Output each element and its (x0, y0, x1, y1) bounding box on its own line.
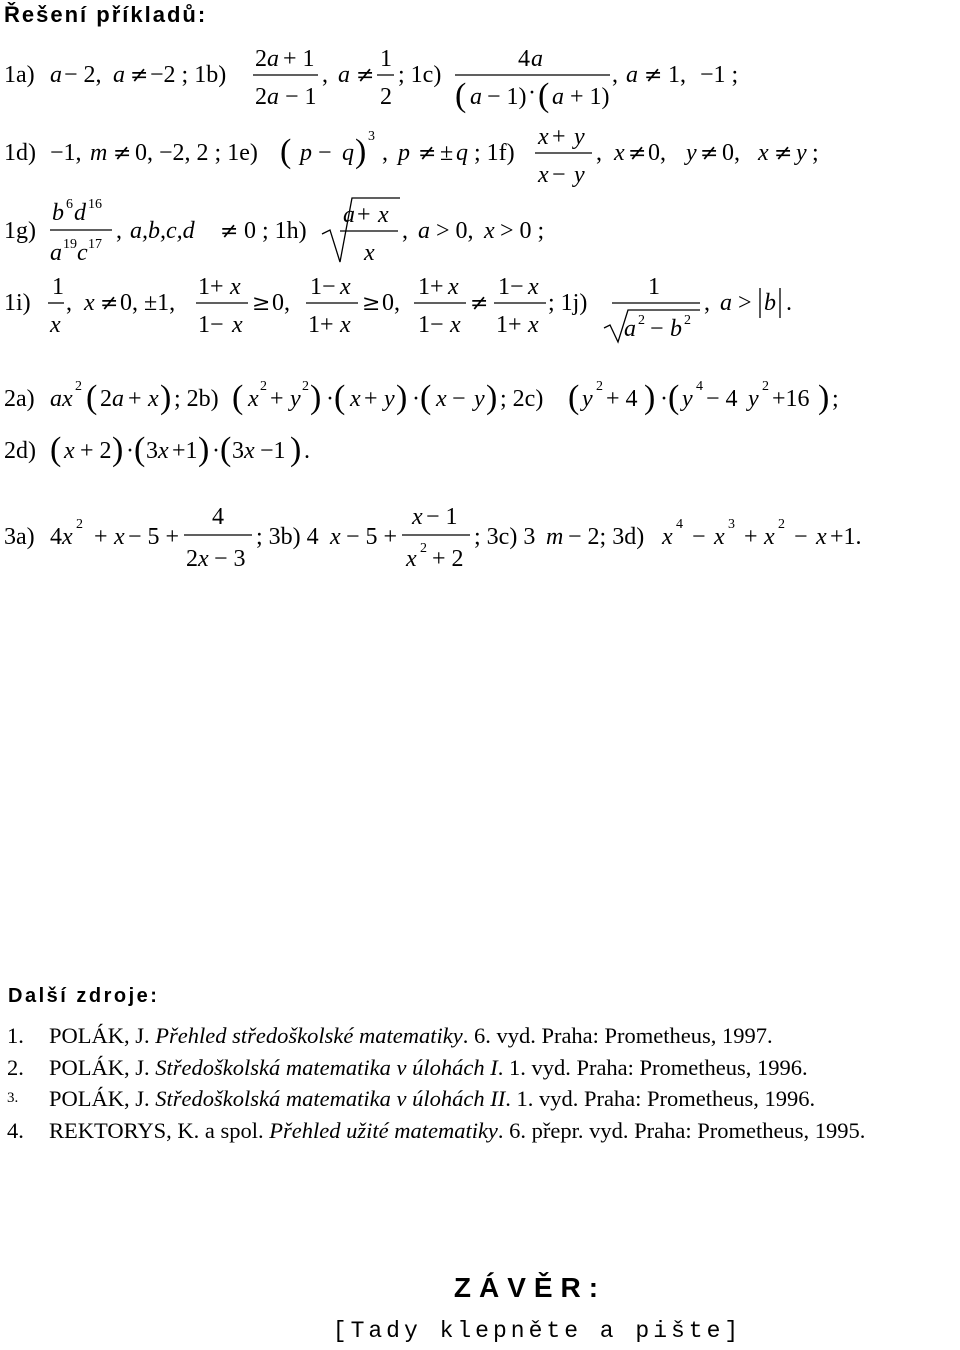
svg-text:1+: 1+ (418, 274, 444, 300)
svg-text:2: 2 (186, 546, 198, 572)
svg-text:±: ± (440, 140, 454, 166)
svg-text:1,: 1, (668, 62, 686, 88)
svg-text:): ) (290, 431, 302, 468)
svg-text:4: 4 (696, 379, 703, 394)
svg-text:2: 2 (778, 517, 785, 532)
svg-text:19: 19 (63, 237, 77, 252)
svg-text:y: y (474, 386, 485, 412)
svg-text:,: , (612, 62, 618, 88)
svg-text:x: x (614, 140, 625, 166)
svg-text:; 1j): ; 1j) (548, 290, 588, 316)
svg-text:): ) (486, 379, 498, 416)
svg-text:x: x (158, 438, 169, 464)
svg-text:+ 2: + 2 (80, 438, 112, 464)
svg-text:x: x (340, 312, 351, 338)
svg-text:+: + (357, 202, 371, 228)
svg-text:(: ( (420, 379, 432, 416)
svg-text:+16: +16 (772, 386, 810, 412)
svg-text:0 ; 1h): 0 ; 1h) (244, 218, 307, 244)
svg-text:): ) (355, 133, 367, 170)
svg-text:(: ( (86, 379, 98, 416)
sources-heading: Další zdroje: (8, 985, 160, 1007)
source-publication: . 6. přepr. vyd. Praha: Prometheus, 1995. (497, 1117, 866, 1143)
svg-text:b: b (764, 290, 776, 316)
svg-text:a: a (112, 386, 124, 412)
svg-text:− 1: − 1 (426, 504, 458, 530)
svg-text:> 0 ;: > 0 ; (500, 218, 545, 244)
svg-text:a: a (470, 84, 482, 110)
svg-text:;: ; (812, 140, 819, 166)
solution-line-2d (0, 426, 960, 496)
svg-text:−1 ;: −1 ; (700, 62, 739, 88)
svg-text:c: c (77, 240, 88, 266)
svg-text:1+: 1+ (308, 312, 334, 338)
source-title: Středoškolská matematika v úlohách I (155, 1054, 498, 1080)
svg-text:a: a (552, 84, 564, 110)
svg-text:+: + (94, 524, 108, 550)
solution-formula-1a-1c (0, 42, 960, 112)
svg-text:·: · (412, 386, 420, 412)
svg-text:+: + (744, 524, 758, 550)
svg-text:2: 2 (260, 379, 267, 394)
svg-text:y: y (290, 386, 301, 412)
svg-text:17: 17 (88, 237, 102, 252)
svg-text:y: y (682, 386, 693, 412)
svg-text:,: , (116, 218, 122, 244)
svg-text:,: , (322, 62, 328, 88)
svg-text:x: x (198, 546, 209, 572)
svg-text:y: y (384, 386, 395, 412)
svg-text:4: 4 (518, 46, 530, 72)
svg-text:y: y (686, 140, 697, 166)
svg-text:·: · (212, 438, 220, 464)
svg-text:(: ( (568, 379, 580, 416)
source-publication: . 6. vyd. Praha: Prometheus, 1997. (462, 1023, 773, 1048)
svg-text:3: 3 (232, 438, 244, 464)
svg-text:m: m (90, 140, 108, 166)
svg-text:0,: 0, (272, 290, 290, 316)
svg-text:(: ( (334, 379, 346, 416)
svg-text:1: 1 (52, 274, 64, 300)
svg-text:·: · (126, 438, 134, 464)
svg-text:4: 4 (212, 504, 224, 530)
svg-text:−: − (692, 524, 706, 550)
svg-text:a,b,c,d: a,b,c,d (130, 218, 195, 244)
svg-text:(: ( (232, 379, 244, 416)
svg-text:≠: ≠ (356, 63, 375, 88)
svg-text:(: ( (280, 133, 292, 170)
svg-text:+: + (364, 386, 378, 412)
sources-list (7, 1020, 957, 1146)
svg-text:.: . (304, 438, 310, 464)
svg-text:+ 2: + 2 (432, 546, 464, 572)
svg-text:≠: ≠ (470, 291, 489, 316)
svg-text:x: x (50, 312, 61, 338)
svg-text:x: x (816, 524, 827, 550)
svg-text:·: · (528, 80, 536, 106)
svg-text:−: − (552, 162, 566, 188)
conclusion-heading: ZÁVĚR: (453, 1272, 607, 1303)
source-item (7, 1115, 957, 1147)
source-author: POLÁK, J. (49, 1086, 150, 1111)
svg-text:0, ±1,: 0, ±1, (120, 290, 176, 316)
svg-text:2: 2 (100, 386, 112, 412)
svg-text:− 2,: − 2, (64, 62, 102, 88)
source-author: POLÁK, J. (49, 1023, 150, 1048)
svg-text:b: b (52, 200, 64, 226)
svg-text:0,: 0, (722, 140, 740, 166)
svg-text:x: x (230, 274, 241, 300)
svg-text:): ) (310, 379, 322, 416)
svg-text:·: · (326, 386, 334, 412)
svg-text:− 3: − 3 (214, 546, 246, 572)
svg-text:): ) (198, 431, 210, 468)
svg-text:1−: 1− (198, 312, 224, 338)
svg-text:x: x (484, 218, 495, 244)
svg-text:− 4: − 4 (706, 386, 738, 412)
svg-text:,: , (596, 140, 602, 166)
svg-text:−: − (650, 316, 664, 342)
svg-text:x: x (350, 386, 361, 412)
svg-text:x: x (64, 438, 75, 464)
svg-text:): ) (644, 379, 656, 416)
svg-text:2: 2 (638, 313, 645, 328)
solution-formula-3a-3d (0, 500, 960, 580)
source-item (7, 1052, 957, 1084)
svg-text:>: > (738, 290, 752, 316)
svg-text:x: x (764, 524, 775, 550)
svg-text:x: x (758, 140, 769, 166)
svg-text:≠: ≠ (220, 219, 239, 244)
svg-text:−1: −1 (260, 438, 286, 464)
svg-text:(: ( (134, 431, 146, 468)
source-title: Středoškolská matematika v úlohách II (155, 1086, 506, 1111)
svg-text:0,: 0, (648, 140, 666, 166)
svg-text:3a): 3a) (4, 524, 35, 550)
svg-text:2: 2 (420, 541, 427, 556)
svg-text:x: x (436, 386, 447, 412)
solution-line-1i-1j (0, 270, 960, 340)
svg-text:): ) (160, 379, 172, 416)
svg-text:≥: ≥ (252, 291, 271, 316)
svg-text:1−: 1− (418, 312, 444, 338)
svg-text:1: 1 (648, 274, 660, 300)
svg-text:x: x (330, 524, 341, 550)
svg-text:·: · (660, 386, 668, 412)
svg-text:ax: ax (50, 386, 73, 412)
source-item (7, 1083, 957, 1115)
svg-text:1a): 1a) (4, 62, 35, 88)
source-publication: . 1. vyd. Praha: Prometheus, 1996. (497, 1054, 808, 1080)
source-number: 1. (7, 1023, 24, 1048)
svg-text:x: x (148, 386, 159, 412)
svg-text:x: x (62, 524, 73, 550)
svg-text:; 2c): ; 2c) (500, 386, 544, 412)
svg-text:x: x (406, 546, 417, 572)
svg-text:x: x (450, 312, 461, 338)
source-title: Přehled užité matematiky (269, 1117, 498, 1143)
svg-text:; 3b) 4: ; 3b) 4 (256, 524, 319, 550)
svg-text:2: 2 (302, 379, 309, 394)
svg-text:; 3c) 3: ; 3c) 3 (474, 524, 536, 550)
solution-formula-1d-1f (0, 122, 960, 192)
svg-text:a: a (720, 290, 732, 316)
solution-line-1g-1h (0, 196, 960, 266)
svg-text:x: x (248, 386, 259, 412)
svg-text:x: x (528, 312, 539, 338)
svg-text:− 1: − 1 (285, 84, 317, 110)
svg-text:2: 2 (762, 379, 769, 394)
svg-text:(: ( (538, 77, 550, 114)
svg-text:a: a (531, 46, 543, 72)
svg-text:): ) (818, 379, 830, 416)
source-author: POLÁK, J. (49, 1054, 150, 1080)
svg-text:≠: ≠ (700, 141, 719, 166)
svg-text:+: + (128, 386, 142, 412)
svg-text:,: , (66, 290, 72, 316)
svg-text:a: a (343, 202, 355, 228)
source-publication: . 1. vyd. Praha: Prometheus, 1996. (505, 1086, 816, 1111)
solution-line-1d-1f (0, 122, 960, 192)
svg-text:+ 4: + 4 (606, 386, 638, 412)
solutions-heading: Řešení příkladů: (4, 2, 208, 27)
svg-text:−2 ; 1b): −2 ; 1b) (150, 62, 227, 88)
svg-text:x: x (378, 202, 389, 228)
svg-text:+ 1): + 1) (570, 84, 610, 110)
svg-text:b: b (670, 316, 682, 342)
svg-text:d: d (74, 200, 86, 226)
svg-text:> 0,: > 0, (436, 218, 474, 244)
svg-text:≠: ≠ (628, 141, 647, 166)
svg-text:− 5 +: − 5 + (346, 524, 398, 550)
svg-text:1−: 1− (498, 274, 524, 300)
svg-text:y: y (582, 386, 593, 412)
svg-text:1d): 1d) (4, 140, 36, 166)
svg-text:≠: ≠ (113, 141, 132, 166)
svg-text:a: a (267, 84, 279, 110)
svg-text:2a): 2a) (4, 386, 35, 412)
svg-text:1g): 1g) (4, 218, 36, 244)
svg-text:4: 4 (50, 524, 62, 550)
svg-text:(: ( (220, 431, 232, 468)
svg-text:2: 2 (255, 84, 267, 110)
source-number: 4. (7, 1117, 24, 1143)
svg-text:2: 2 (255, 46, 267, 72)
svg-text:a: a (50, 62, 62, 88)
svg-text:a: a (50, 240, 62, 266)
svg-text:.: . (786, 290, 792, 316)
svg-text:x: x (84, 290, 95, 316)
svg-text:≠: ≠ (100, 291, 119, 316)
svg-text:a: a (626, 62, 638, 88)
svg-text:,: , (382, 140, 388, 166)
svg-text:(: ( (50, 431, 62, 468)
svg-text:a: a (624, 316, 636, 342)
svg-text:p: p (398, 140, 410, 166)
svg-text:+: + (270, 386, 284, 412)
svg-text:−: − (318, 140, 332, 166)
source-author: REKTORYS, K. a spol. (49, 1117, 264, 1143)
svg-text:(: ( (668, 379, 680, 416)
svg-text:y: y (796, 140, 807, 166)
svg-text:16: 16 (88, 197, 102, 212)
svg-text:y: y (574, 162, 585, 188)
svg-text:0, −2, 2 ; 1e): 0, −2, 2 ; 1e) (135, 140, 258, 166)
svg-text:): ) (112, 431, 124, 468)
solution-line-1a-1c (0, 42, 960, 112)
svg-text:y: y (748, 386, 759, 412)
svg-text:; 1c): ; 1c) (398, 62, 442, 88)
svg-text:≠: ≠ (774, 141, 793, 166)
svg-text:−: − (452, 386, 466, 412)
svg-text:; 2b): ; 2b) (174, 386, 219, 412)
solution-formula-1g-1h (0, 196, 960, 266)
solution-formula-2d (0, 426, 960, 486)
svg-text:3: 3 (728, 517, 735, 532)
svg-text:a: a (267, 46, 279, 72)
svg-text:− 2; 3d): − 2; 3d) (568, 524, 645, 550)
svg-text:2d): 2d) (4, 438, 36, 464)
svg-text:0,: 0, (382, 290, 400, 316)
svg-text:3: 3 (146, 438, 158, 464)
svg-text:q: q (342, 140, 354, 166)
svg-text:a: a (338, 62, 350, 88)
svg-text:1: 1 (380, 46, 392, 72)
svg-text:≠: ≠ (644, 63, 663, 88)
svg-text:− 1): − 1) (487, 84, 527, 110)
svg-text:x: x (538, 124, 549, 150)
svg-text:4: 4 (676, 517, 683, 532)
svg-text:x: x (412, 504, 423, 530)
svg-text:a: a (113, 62, 125, 88)
svg-text:+: + (552, 124, 566, 150)
svg-text:≠: ≠ (418, 141, 437, 166)
svg-text:+1.: +1. (830, 524, 862, 550)
svg-text:x: x (528, 274, 539, 300)
svg-text:− 5 +: − 5 + (128, 524, 180, 550)
svg-text:a: a (418, 218, 430, 244)
svg-text:+1: +1 (172, 438, 198, 464)
svg-text:−1,: −1, (50, 140, 82, 166)
svg-text:x: x (340, 274, 351, 300)
svg-text:,: , (402, 218, 408, 244)
svg-text:3: 3 (368, 129, 375, 144)
svg-text:q: q (456, 140, 468, 166)
source-title: Přehled středoškolské matematiky (155, 1023, 463, 1048)
svg-text:+ 1: + 1 (283, 46, 315, 72)
svg-text:1i): 1i) (4, 290, 31, 316)
svg-text:x: x (538, 162, 549, 188)
svg-text:1+: 1+ (198, 274, 224, 300)
conclusion-placeholder-field[interactable]: [Tady klepněte a pište] (332, 1318, 743, 1344)
svg-text:m: m (546, 524, 564, 550)
source-item (7, 1020, 957, 1052)
svg-text:x: x (364, 240, 375, 266)
solution-line-3a-3d (0, 500, 960, 570)
svg-text:x: x (114, 524, 125, 550)
svg-text:2: 2 (380, 84, 392, 110)
svg-text:x: x (714, 524, 725, 550)
svg-text:x: x (662, 524, 673, 550)
svg-text:y: y (574, 124, 585, 150)
svg-text:6: 6 (66, 197, 73, 212)
svg-text:≥: ≥ (362, 291, 381, 316)
svg-text:2: 2 (76, 517, 83, 532)
svg-text:2: 2 (684, 313, 691, 328)
svg-text:; 1f): ; 1f) (474, 140, 515, 166)
svg-text:p: p (300, 140, 312, 166)
svg-text:): ) (396, 379, 408, 416)
svg-text:1+: 1+ (496, 312, 522, 338)
source-number: 2. (7, 1054, 24, 1080)
source-number: 3. (7, 1090, 19, 1106)
svg-text:x: x (232, 312, 243, 338)
svg-text:2: 2 (75, 379, 82, 394)
svg-text:;: ; (832, 386, 839, 412)
svg-text:−: − (794, 524, 808, 550)
svg-text:2: 2 (596, 379, 603, 394)
svg-text:1−: 1− (310, 274, 336, 300)
svg-text:≠: ≠ (130, 63, 149, 88)
svg-text:x: x (448, 274, 459, 300)
svg-text:,: , (704, 290, 710, 316)
solution-formula-2a-2c (0, 374, 960, 434)
svg-text:(: ( (455, 77, 467, 114)
svg-text:x: x (244, 438, 255, 464)
solution-formula-1i-1j (0, 270, 960, 350)
